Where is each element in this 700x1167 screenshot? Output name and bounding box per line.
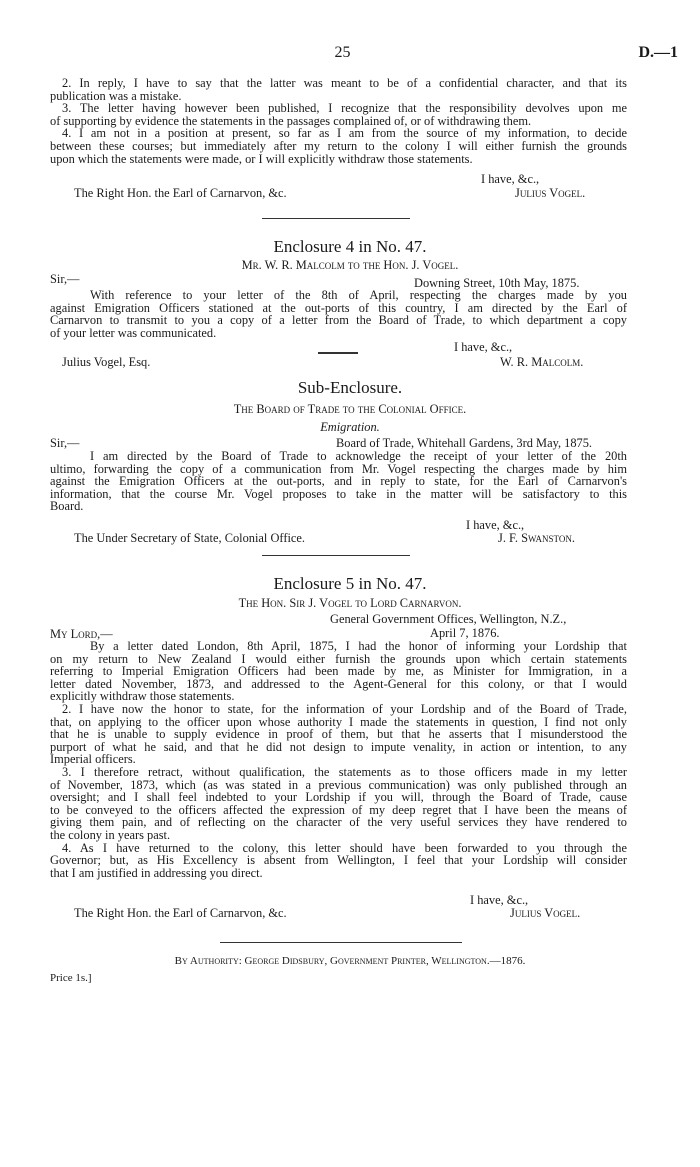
body-line: upon which the statements were made, or I will explicitly withdraw those statements. bbox=[50, 151, 473, 166]
section-divider bbox=[318, 352, 358, 354]
body-line: By a letter dated London, 8th April, 1875, I had the honor of informing your Lordship that bbox=[90, 639, 627, 653]
body-line: 2. In reply, I have to say that the latter was meant to be of a confidential character, and that its bbox=[62, 76, 627, 90]
enclosure-5-body bbox=[50, 640, 627, 879]
body-line: Board. bbox=[50, 499, 84, 514]
addressee: Julius Vogel, Esq. bbox=[62, 355, 151, 369]
body-line: between these courses; but immediately after my return to the colony I will either furnish the grounds bbox=[50, 138, 627, 153]
signature: W. R. Malcolm. bbox=[500, 355, 584, 369]
footer-rule bbox=[220, 942, 462, 943]
body-line: 4. I am not in a position at present, so far as I am from the source of my information, to decide bbox=[62, 126, 627, 141]
enclosure-5-title: Enclosure 5 in No. 47. bbox=[273, 574, 427, 593]
closing: I have, &c., bbox=[454, 340, 513, 354]
body-line: letter dated November, 1873, and addressed to the Agent-General for this colony, or that I would bbox=[50, 676, 627, 691]
addressee: The Right Hon. the Earl of Carnarvon, &c. bbox=[74, 186, 287, 200]
price: Price 1s.] bbox=[50, 972, 92, 984]
body-line: on my return to New Zealand I would either furnish the grounds upon which certain statements bbox=[50, 651, 627, 666]
sub-enclosure-title: Sub-Enclosure. bbox=[297, 378, 403, 397]
section-divider bbox=[262, 218, 410, 219]
page-number: 25 bbox=[334, 44, 351, 61]
body-line: information, that the course Mr. Vogel proposes to take in the matter will be satisfactory to this bbox=[50, 486, 627, 501]
body-line: I am directed by the Board of Trade to acknowledge the receipt of your letter of the 20th bbox=[90, 449, 627, 463]
body-line: Governor; but, as His Excellency is absent from Wellington, I feel that your Lordship will consider bbox=[50, 853, 627, 868]
body-line: publication was a mistake. bbox=[50, 88, 182, 103]
body-line: 4. As I have returned to the colony, this letter should have been forwarded to you through the bbox=[62, 840, 627, 855]
body-line: to be conveyed to the officers affected the expression of my deep regret that I have been the means of bbox=[50, 802, 627, 817]
body-line: of your letter was communicated. bbox=[50, 325, 217, 340]
body-line: the colony in years past. bbox=[50, 827, 171, 842]
sub-enclosure-subtitle: The Board of Trade to the Colonial Office. bbox=[233, 402, 467, 416]
body-line: purport of what he said, and that he did not design to impute venality, in action or intention, to any bbox=[50, 739, 627, 754]
document-code: D.—1 bbox=[638, 44, 678, 61]
signature: Julius Vogel. bbox=[510, 906, 581, 920]
body-line: against the Emigration Officers at the out-ports, and in reply to state, for the Earl of Carnarvon's bbox=[50, 474, 627, 489]
body-line: 3. The letter having however been published, I recognize that the responsibility devolves upon me bbox=[62, 101, 627, 116]
sub-enclosure-body bbox=[50, 450, 627, 513]
sub-enclosure-category: Emigration. bbox=[320, 420, 380, 434]
body-line: With reference to your letter of the 8th of April, respecting the charges made by you bbox=[90, 288, 627, 302]
body-line: of November, 1873, which (as was stated in a previous communication) was only published through an bbox=[50, 777, 627, 792]
intro-body bbox=[50, 77, 627, 165]
body-line: referring to Imperial Emigration Officers had been made by me, as Minister for Immigration, in a bbox=[50, 664, 627, 679]
body-line: that I am justified in addressing you direct. bbox=[50, 865, 263, 880]
signature: Julius Vogel. bbox=[515, 186, 586, 200]
section-divider bbox=[262, 555, 410, 556]
date: April 7, 1876. bbox=[430, 626, 500, 640]
addressee: The Under Secretary of State, Colonial Office. bbox=[74, 531, 305, 545]
body-line: 2. I have now the honor to state, for the information of your Lordship and of the Board of Trade, bbox=[62, 701, 627, 716]
body-line: Imperial officers. bbox=[50, 752, 136, 767]
body-line: that, on applying to the officer upon whose authority I made the statements in question, I find not only bbox=[50, 714, 627, 729]
salutation: Sir,— bbox=[50, 272, 80, 286]
addressee: The Right Hon. the Earl of Carnarvon, &c. bbox=[74, 906, 287, 920]
printer-imprint: By Authority: George Didsbury, Government Printer, Wellington.—1876. bbox=[174, 955, 526, 967]
body-line: giving them pain, and of reflecting on the character of the very useful services they have rendered to bbox=[50, 815, 627, 830]
enclosure-4-subtitle: Mr. W. R. Malcolm to the Hon. J. Vogel. bbox=[241, 258, 459, 272]
closing: I have, &c., bbox=[466, 518, 525, 532]
place-date: Board of Trade, Whitehall Gardens, 3rd May, 1875. bbox=[336, 436, 593, 450]
salutation: Sir,— bbox=[50, 436, 80, 450]
body-line: explicitly withdraw those statements. bbox=[50, 689, 235, 704]
enclosure-4-body bbox=[50, 289, 627, 339]
closing: I have, &c., bbox=[470, 893, 529, 907]
body-line: against Emigration Officers stationed at the out-ports of this country, I am directed by the Earl of bbox=[50, 300, 627, 315]
place: General Government Offices, Wellington, N.Z., bbox=[330, 612, 567, 626]
body-line: of supporting by evidence the statements in the passages complained of, or of withdrawing them. bbox=[50, 113, 532, 128]
body-line: Carnarvon to transmit to you a copy of a letter from the Board of Trade, to which department a copy bbox=[50, 313, 627, 328]
enclosure-5-subtitle: The Hon. Sir J. Vogel to Lord Carnarvon. bbox=[238, 596, 462, 610]
body-line: ultimo, forwarding the copy of a communication from Mr. Vogel respecting the charges made by him bbox=[50, 461, 627, 476]
signature: J. F. Swanston. bbox=[498, 531, 575, 545]
place-date: Downing Street, 10th May, 1875. bbox=[414, 276, 580, 290]
salutation: My Lord,— bbox=[50, 627, 113, 641]
closing: I have, &c., bbox=[481, 172, 540, 186]
body-line: that he is unable to supply evidence in proof of them, but that he asserts that I misunderstood the bbox=[50, 727, 627, 742]
enclosure-4-title: Enclosure 4 in No. 47. bbox=[273, 237, 427, 256]
body-line: oversight; and I shall feel indebted to your Lordship if you will, through the Board of Trade, cause bbox=[50, 790, 627, 805]
body-line: 3. I therefore retract, without qualification, the statements as to those officers made in my letter bbox=[62, 764, 627, 779]
